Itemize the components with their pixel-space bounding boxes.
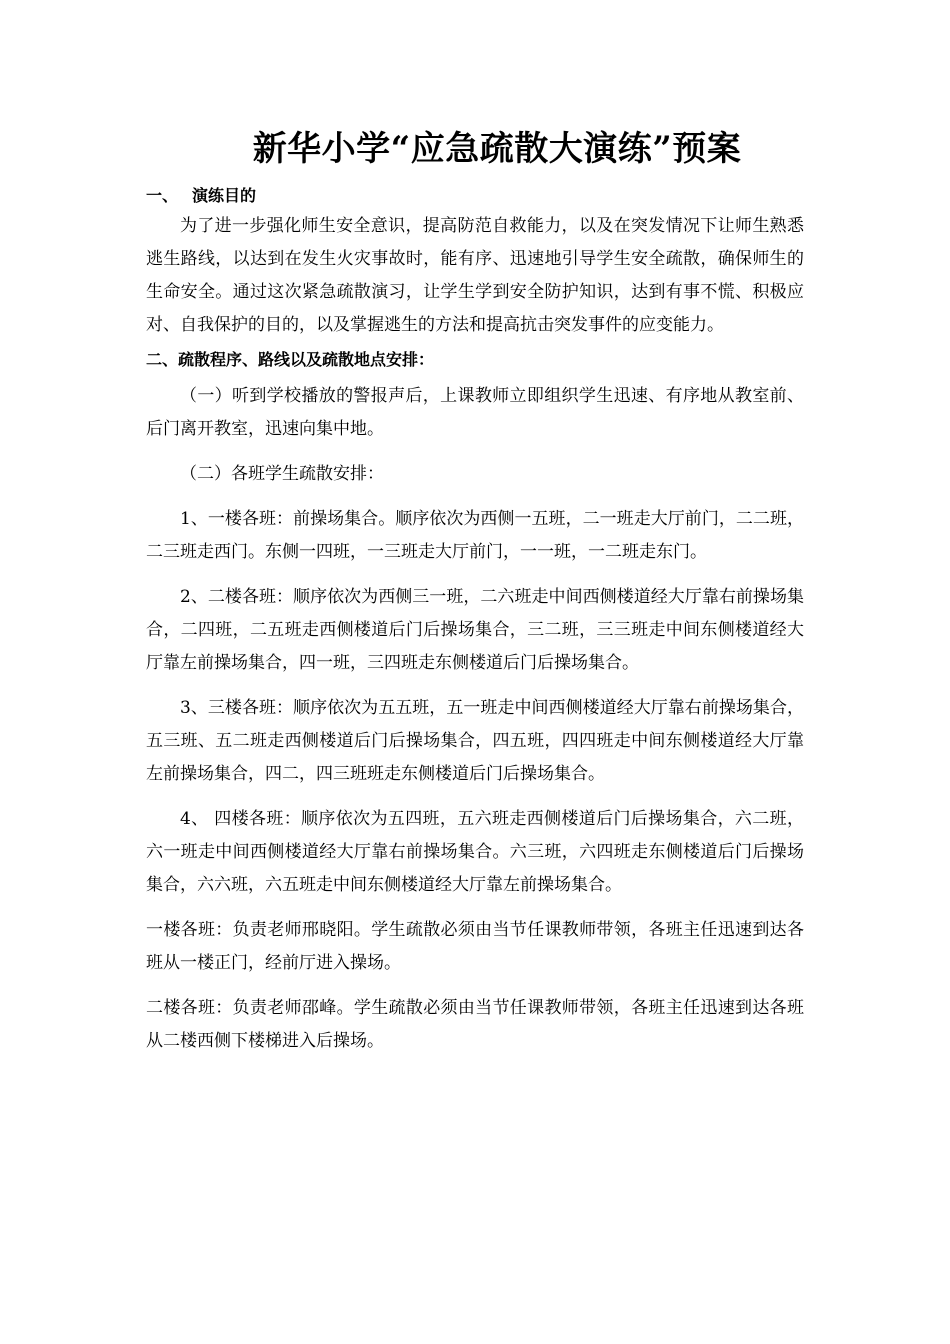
section-1-number: 一、 — [146, 186, 179, 205]
floor-3-route: 3、三楼各班：顺序依次为五五班，五一班走中间西侧楼道经大厅靠右前操场集合，五三班、五二班走西侧楼道后门后操场集合，四五班，四四班走中间东侧楼道经大厅靠左前操场集合，四二，四三班班走东侧楼道后门后操场集合。 — [146, 698, 804, 784]
section-1-heading — [146, 182, 804, 210]
section-2-heading: 二、疏散程序、路线以及疏散地点安排： — [146, 350, 435, 369]
section-2-para-1: （一）听到学校播放的警报声后，上课教师立即组织学生迅速、有序地从教室前、后门离开教室，迅速向集中地。 — [146, 386, 804, 439]
floor-1-route: 1、一楼各班：前操场集合。顺序依次为西侧一五班，二一班走大厅前门，二二班，二三班走西门。东侧一四班，一三班走大厅前门，一一班，一二班走东门。 — [146, 509, 804, 562]
document-title: 新华小学“应急疏散大演练”预案 — [252, 129, 742, 169]
floor-2-route: 2、二楼各班：顺序依次为西侧三一班，二六班走中间西侧楼道经大厅靠右前操场集合，二四班，二五班走西侧楼道后门后操场集合，三二班，三三班走中间东侧楼道经大厅靠左前操场集合，四一班，三四班走东侧楼道后门后操场集合。 — [146, 587, 804, 673]
floor-1-teacher: 一楼各班：负责老师邢晓阳。学生疏散必须由当节任课教师带领，各班主任迅速到达各班从一楼正门，经前厅进入操场。 — [146, 920, 804, 973]
floor-4-route: 4、 四楼各班：顺序依次为五四班，五六班走西侧楼道后门后操场集合，六二班，六一班走中间西侧楼道经大厅靠右前操场集合。六三班，六四班走东侧楼道后门后操场集合，六六班，六五班走中间东侧楼道经大厅靠左前操场集合。 — [146, 809, 804, 895]
floor-2-teacher: 二楼各班：负责老师邵峰。学生疏散必须由当节任课教师带领，各班主任迅速到达各班从二楼西侧下楼梯进入后操场。 — [146, 998, 804, 1051]
section-1-body: 为了进一步强化师生安全意识，提高防范自救能力，以及在突发情况下让师生熟悉逃生路线，以达到在发生火灾事故时，能有序、迅速地引导学生安全疏散，确保师生的生命安全。通过这次紧急疏散演习，让学生学到安全防护知识，达到有事不慌、积极应对、自我保护的目的，以及掌握逃生的方法和提高抗击突发事件的应变能力。 — [146, 216, 804, 335]
section-2-para-2: （二）各班学生疏散安排： — [180, 464, 384, 484]
section-1-title: 演练目的 — [192, 186, 257, 205]
